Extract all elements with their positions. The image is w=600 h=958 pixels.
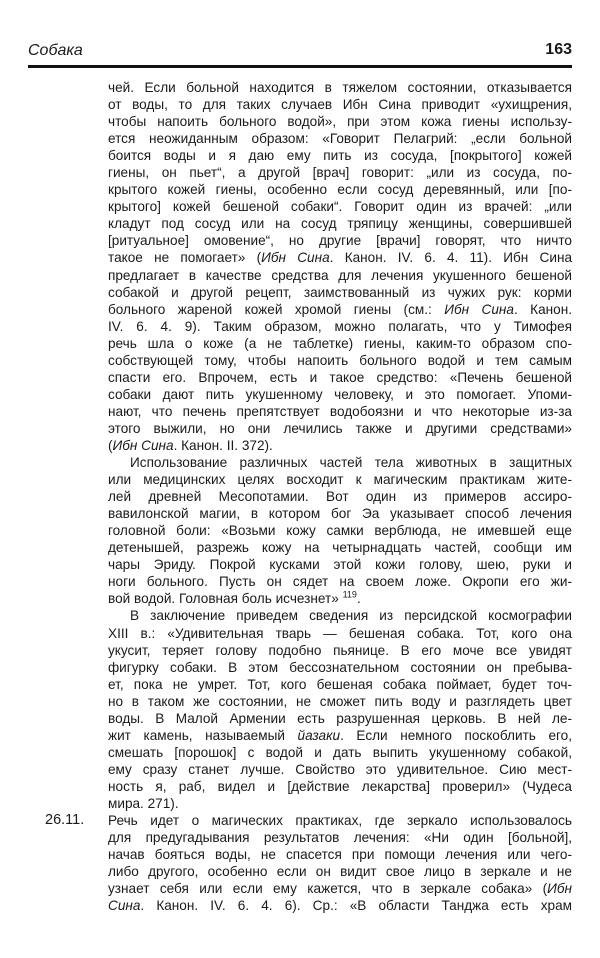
text-segment: . Канон. II. 372). xyxy=(173,437,273,453)
text-segment: узнает себя или если ему кажется, что в зеркале собака» ( xyxy=(108,881,548,897)
text-segment: ется неожиданным образом: «Говорит Пелагрий: „если больной xyxy=(108,131,572,147)
text-line xyxy=(108,96,572,113)
text-segment: крытого] кожей бешеной собаки“. Говорит один из врачей: „или xyxy=(108,199,572,215)
text-segment: больного жареной кожей хромой гиены (см.: xyxy=(108,301,445,317)
text-line xyxy=(45,812,572,829)
note-number: 26.11. xyxy=(45,812,85,829)
text-segment: ноги больного. Пусть он сядет на своем ложе. Окропи его жи- xyxy=(108,574,572,590)
text-segment: чары Эриду. Покрой кусками этой кожи голову, шею, руки и xyxy=(108,557,572,573)
text-line xyxy=(108,778,572,795)
text-line xyxy=(108,642,572,659)
text-segment: чей. Если больной находится в тяжелом состоянии, отказывается xyxy=(108,80,572,95)
text-segment: кладут под сосуд или на сосуд тряпицу женщины, совершившей xyxy=(108,216,572,232)
text-segment: для предугадывания результатов лечения: «Ни один [больной], xyxy=(108,830,572,846)
text-segment: предлагает в качестве средства для лечения укушенного бешеной xyxy=(108,267,572,283)
text-segment: Речь идет о магических практиках, где зеркало использовалось xyxy=(108,813,572,829)
text-segment: ему сразу станет лучше. Свойство это удивительное. Сию мест- xyxy=(108,761,572,777)
text-segment: чтобы напоить больного водой», при этом кожа гиены использу- xyxy=(108,114,572,130)
paragraph xyxy=(108,607,572,812)
text-segment: воды. В Малой Армении есть разрушенная церковь. В ней ле- xyxy=(108,710,572,726)
text-line xyxy=(108,676,572,693)
italic-text: Сина xyxy=(108,898,141,914)
text-segment: . Если немного поскоблить его, xyxy=(340,727,573,743)
text-line xyxy=(108,284,572,301)
text-line xyxy=(108,301,572,318)
text-segment: но в таком же состоянии, не сможет пить воду и разглядеть цвет xyxy=(108,693,572,709)
text-segment: головной боли: «Возьми кожу самки верблюда, не имевшей еще xyxy=(108,523,572,539)
text-segment: спасти его. Впрочем, есть и такое средство: «Печень бешеной xyxy=(108,369,572,385)
text-line xyxy=(108,79,572,96)
text-segment: . Канон. IV. 6. 4. 11). Ибн Сина xyxy=(329,250,573,266)
text-line xyxy=(108,420,572,437)
text-line xyxy=(108,505,572,522)
text-line xyxy=(108,335,572,352)
italic-text: йазаки xyxy=(297,727,341,743)
text-segment: такое не помогает» ( xyxy=(108,250,262,266)
text-line xyxy=(108,897,572,914)
text-segment: начав бояться воды, не спасется при помощи лечения или чего- xyxy=(108,847,572,863)
text-segment: или медицинских целях восходит к магическим практикам жите- xyxy=(108,472,572,488)
text-line xyxy=(108,215,572,232)
text-segment: жит камень, называемый xyxy=(108,727,298,743)
italic-text: Ибн Сина xyxy=(444,301,514,317)
text-segment: . Канон. IV. 6. 4. 6). Ср.: «В области Танджа есть храм xyxy=(140,898,572,914)
text-line xyxy=(108,710,572,727)
text-segment: IV. 6. 4. 9). Таким образом, можно полагать, что у Тимофея xyxy=(108,318,572,334)
text-segment: лей древней Месопотамии. Вот один из примеров ассиро- xyxy=(108,489,572,505)
text-segment: вой водой. Головная боль исчезнет» xyxy=(108,591,343,607)
paragraph xyxy=(108,79,572,454)
commentary-note xyxy=(45,812,572,914)
text-line xyxy=(108,232,572,249)
page-number: 163 xyxy=(545,41,572,58)
text-line xyxy=(108,693,572,710)
text-segment: речь шла о коже (а не таблетке) гиены, каким-то образом спо- xyxy=(108,335,572,351)
text-line xyxy=(108,744,572,761)
text-segment: нают, что печень препятствует водобоязни и что некоторые из-за xyxy=(108,403,572,419)
text-segment: укусит, теряет голову подобно пьянице. В его моче все увидят xyxy=(108,642,572,658)
text-segment: крытого кожей гиены, особенно если сосуд деревянный, или [по- xyxy=(108,182,572,198)
text-segment: XIII в.: «Удивительная тварь — бешеная собака. Тот, кого она xyxy=(108,625,572,641)
text-line xyxy=(108,369,572,386)
text-segment: ( xyxy=(108,437,113,453)
text-segment: смешать [порошок] с водой и дать выпить укушенному собакой, xyxy=(108,744,572,760)
text-line xyxy=(108,727,572,744)
text-segment: . xyxy=(356,591,361,607)
text-line xyxy=(108,386,572,403)
text-line xyxy=(108,522,572,539)
italic-text: Ибн xyxy=(547,881,572,897)
text-line xyxy=(108,539,572,556)
text-line xyxy=(108,437,572,454)
text-line xyxy=(108,181,572,198)
italic-text: Ибн Сина xyxy=(112,437,174,453)
text-segment: собствующей тому, чтобы напоить больного водой и тем самым xyxy=(108,352,572,368)
text-line xyxy=(108,829,572,846)
text-line xyxy=(108,590,572,607)
text-line xyxy=(108,761,572,778)
text-segment: либо другого, особенно если он видит свое лицо в зеркале и не xyxy=(108,864,572,880)
text-line xyxy=(108,795,572,812)
text-line xyxy=(108,846,572,863)
text-line xyxy=(108,147,572,164)
page-body xyxy=(45,79,573,914)
italic-text: Ибн Сина xyxy=(261,250,330,266)
text-line xyxy=(108,318,572,335)
text-line xyxy=(108,113,572,130)
text-segment: . Канон. xyxy=(513,301,573,317)
text-line xyxy=(108,352,572,369)
text-segment: В заключение приведем сведения из персидской космографии xyxy=(130,608,572,624)
text-segment: собаки дают пить укушенному человеку, и это помогает. Упоми- xyxy=(108,386,572,402)
text-segment: фигурку собаки. В этом бессознательном состоянии он пребыва- xyxy=(108,659,572,675)
text-line xyxy=(108,403,572,420)
text-line xyxy=(108,249,572,266)
text-line xyxy=(108,130,572,147)
text-segment: боится воды и я даю ему пить из сосуда, [покрытого] кожей xyxy=(108,148,572,164)
paragraph xyxy=(108,454,572,607)
running-header-title: Собака xyxy=(28,42,83,59)
text-line xyxy=(108,659,572,676)
text-segment: ет, пока не умрет. Тот, кого бешеная собака поймает, будет точ- xyxy=(108,676,572,692)
text-segment: детенышей, разрежь кожу на четырнадцать частей, сообщи им xyxy=(108,540,572,556)
text-line xyxy=(108,198,572,215)
text-line xyxy=(108,573,572,590)
text-segment: [ритуальное] омовение“, но другие [врачи] говорят, что ничто xyxy=(108,233,572,249)
text-line xyxy=(108,556,572,573)
text-line xyxy=(108,863,572,880)
text-segment: вавилонской магии, в котором бог Эа указывает способ лечения xyxy=(108,506,572,522)
text-segment: собакой и другой рецепт, заимствованный из чужих рук: корми xyxy=(108,284,572,300)
text-segment: этого выжили, но они лечились также и другими средствами» xyxy=(108,420,572,436)
text-segment: от воды, то для таких случаев Ибн Сина приводит «ухищрения, xyxy=(108,97,572,113)
text-line xyxy=(108,880,572,897)
footnote-ref: 119 xyxy=(342,589,357,600)
text-line xyxy=(108,471,572,488)
text-line xyxy=(108,267,572,284)
text-line xyxy=(108,164,572,181)
text-segment: гиены, он пьет“, а другой [врач] говорит: „или из сосуда, по- xyxy=(108,165,572,181)
text-segment: Использование различных частей тела животных в защитных xyxy=(130,455,572,471)
header-rule xyxy=(28,65,572,68)
text-segment: ность я, раб, видел и [действие лекарства] проверил» (Чудеса xyxy=(108,778,572,794)
text-segment: мира. 271). xyxy=(108,795,179,811)
text-line xyxy=(108,454,572,471)
text-line xyxy=(108,607,572,624)
text-line xyxy=(108,625,572,642)
text-line xyxy=(108,488,572,505)
